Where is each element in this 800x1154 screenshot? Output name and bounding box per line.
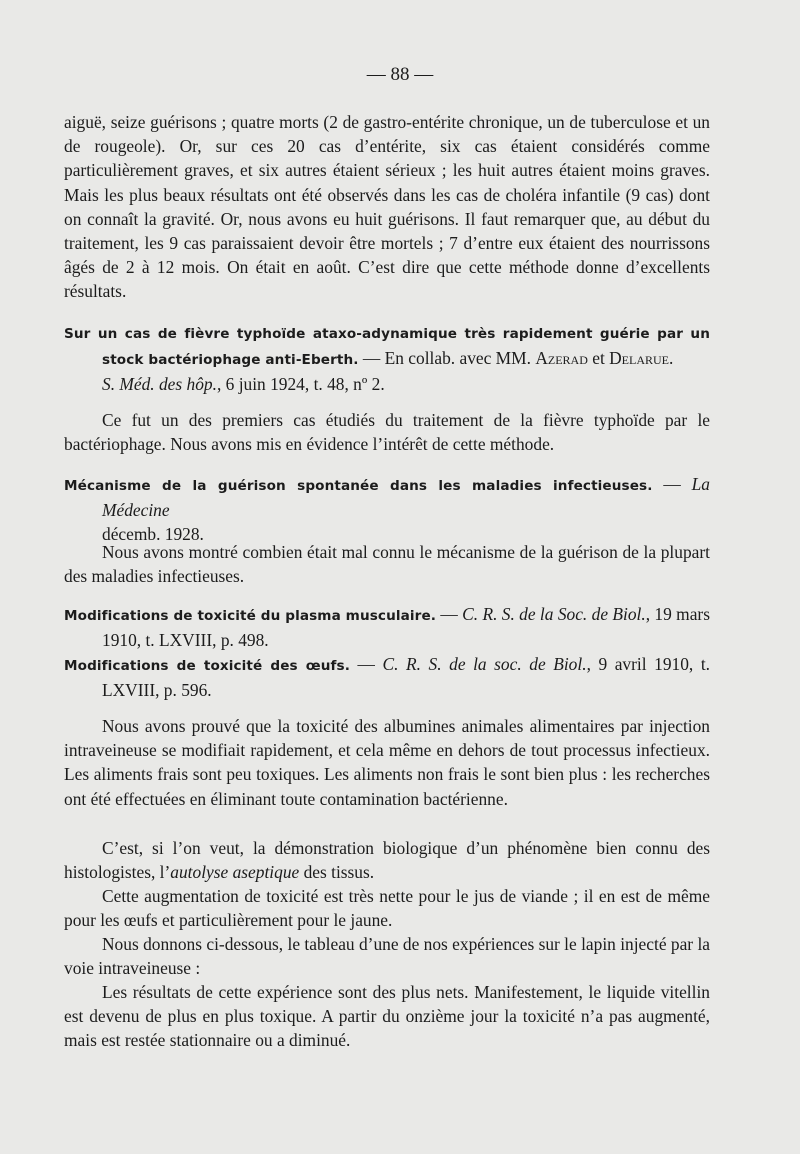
paragraph-conclusion: Les résultats de cette expérience sont des plus nets. Manifestement, le liquide vitellin est devenu de plus en plus toxique. A partir du onzième jour la toxicité n’a pas augmenté, mais est restée stationnaire ou a diminué.: [64, 982, 710, 1051]
entry-ref: décemb. 1928.: [102, 524, 204, 545]
bibliography-entry-plasma: [64, 602, 710, 652]
paragraph-table-intro: Nous donnons ci-dessous, le tableau d’une de nos expériences sur le lapin injecté par la voie intraveineuse :: [64, 934, 711, 979]
author-azerad: Azerad: [535, 348, 588, 369]
entry-dash: —: [350, 654, 383, 674]
paragraph-meat-juice: Cette augmentation de toxicité est très nette pour le jus de viande ; il en est de même pour les œufs et particulièrement pour le jaune.: [64, 886, 710, 931]
entry-dash: —: [436, 604, 463, 624]
entry-title: Modifications de toxicité du plasma musculaire.: [64, 608, 437, 624]
entry-ref: , 6 juin 1924, t. 48, nº 2.: [216, 374, 385, 395]
entry-dot: .: [669, 348, 674, 369]
paragraph-results: aiguë, seize guérisons ; quatre morts (2 de gastro-entérite chronique, un de tuberculose et un de rougeole). Or, sur ces 20 cas d’entérite, six cas étaient considérés comme particulièrement graves, et six autres étaient sérieux ; les huit autres étaient moins graves. Mais les plus beaux résultats ont été observés dans les cas de choléra infantile (9 cas) dont on connaît la gravité. Or, nous avons eu huit guérisons. Il faut remarquer que, au début du traitement, les 9 cas paraissaient devoir être mortels ; 7 d’entre eux étaient des nourrissons âgés de 2 à 12 mois. On était en août. C’est dire que cette méthode donne d’excellents résultats.: [64, 112, 710, 302]
entry-connector: et: [587, 348, 610, 369]
entry-title: Modifications de toxicité des œufs.: [64, 658, 350, 674]
page-number: — 88 —: [366, 64, 434, 85]
entry-journal: S. Méd. des hôp.: [102, 374, 217, 395]
autolysis-text-b: des tissus.: [299, 862, 375, 883]
paragraph-toxicity: Nous avons prouvé que la toxicité des albumines animales alimentaires par injection intraveineuse se modifiait rapidement, et cela même en dehors de tout processus infectieux. Les aliments frais sont peu toxiques. Les aliments non frais le sont bien plus : les recherches ont été effectuées en éliminant toute contamination bactérienne.: [64, 716, 710, 809]
entry-dash: —: [652, 474, 692, 494]
bibliography-entry-mechanism: [64, 472, 710, 547]
bibliography-entry-eggs: [64, 652, 710, 702]
paragraph-bacteriophage: Ce fut un des premiers cas étudiés du traitement de la fièvre typhoïde par le bactériophage. Nous avons mis en évidence l’intérêt de cette méthode.: [64, 410, 710, 455]
entry-title: Mécanisme de la guérison spontanée dans les maladies infectieuses.: [64, 478, 653, 494]
paragraph-mechanism: Nous avons montré combien était mal connu le mécanisme de la guérison de la plupart des maladies infectieuses.: [64, 542, 710, 587]
paragraph-autolysis: [64, 836, 710, 884]
entry-journal: C. R. S. de la Soc. de Biol.: [462, 604, 646, 624]
bibliography-entry-typhoid: [64, 320, 710, 397]
entry-journal: La Médecine: [102, 474, 710, 521]
autolysis-term: autolyse aseptique: [170, 862, 300, 883]
author-delarue: Delarue: [609, 348, 670, 369]
autolysis-text-a: C’est, si l’on veut, la démonstration biologique d’un phénomène bien connu des histologistes, l’: [64, 838, 710, 883]
entry-journal: C. R. S. de la soc. de Biol.: [382, 654, 587, 674]
entry-ref: , 9 avril 1910, t. LXVIII, p. 596.: [102, 654, 710, 701]
entry-title: Sur un cas de fièvre typhoïde ataxo-adynamique très rapidement guérie par un stock bactériophage anti-Eberth.: [64, 326, 710, 369]
entry-collab: — En collab. avec MM.: [358, 348, 536, 369]
entry-ref: , 19 mars 1910, t. LXVIII, p. 498.: [102, 604, 710, 651]
